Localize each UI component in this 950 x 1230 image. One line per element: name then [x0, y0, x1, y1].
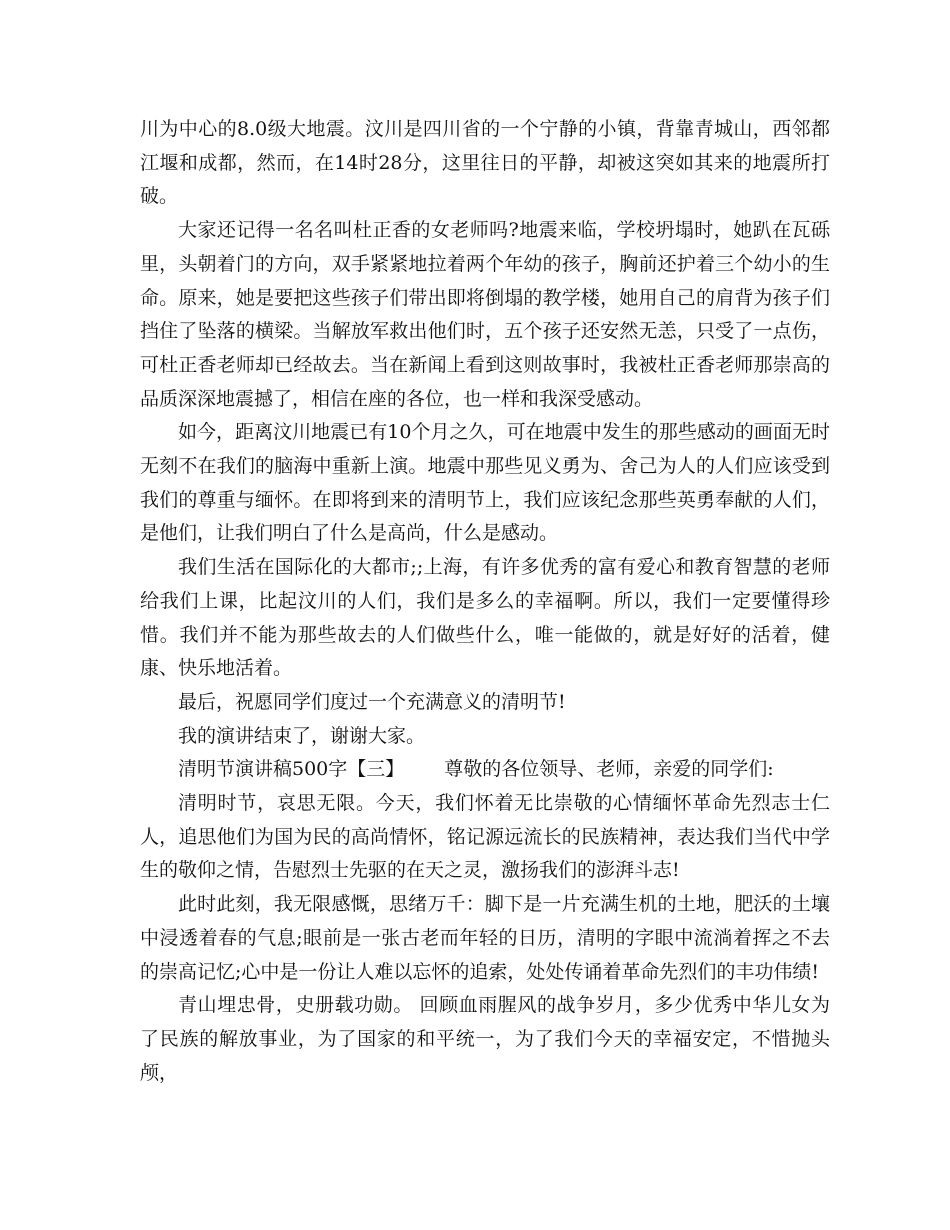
section-heading: 清明节演讲稿500字【三】	[178, 758, 405, 781]
section-heading-line	[140, 753, 830, 787]
paragraph-continuation: 川为中心的8.0级大地震。汶川是四川省的一个宁静的小镇，背靠青城山，西邻都江堰和成都，然而，在14时28分，这里往日的平静，却被这突如其来的地震所打破。	[140, 118, 830, 208]
paragraph-cherish: 我们生活在国际化的大都市;;上海，有许多优秀的富有爱心和教育智慧的老师给我们上课，比起汶川的人们，我们是多么的幸福啊。所以，我们一定要懂得珍惜。我们并不能为那些故去的人们做些什么，唯一能做的，就是好好的活着，健康、快乐地活着。	[140, 556, 830, 680]
paragraph-closing: 我的演讲结束了，谢谢大家。	[178, 724, 426, 747]
document-body	[140, 113, 830, 1090]
paragraph-qingming: 清明时节，哀思无限。今天，我们怀着无比崇敬的心情缅怀革命先烈志士仁人，追思他们为国为民的高尚情怀，铭记源远流长的民族精神，表达我们当代中学生的敬仰之情，告慰烈士先驱的在天之灵，激扬我们的澎湃斗志!	[140, 792, 830, 882]
paragraph-teacher-story: 大家还记得一名名叫杜正香的女老师吗?地震来临，学校坍塌时，她趴在瓦砾里，头朝着门的方向，双手紧紧地拉着两个年幼的孩子，胸前还护着三个幼小的生命。原来，她是要把这些孩子们带出即将倒塌的教学楼，她用自己的肩背为孩子们挡住了坠落的横梁。当解放军救出他们时，五个孩子还安然无恙，只受了一点伤，可杜正香老师却已经故去。当在新闻上看到这则故事时，我被杜正香老师那崇高的品质深深地震撼了，相信在座的各位，也一样和我深受感动。	[140, 219, 830, 410]
paragraph-martyrs: 青山埋忠骨，史册载功勋。 回顾血雨腥风的战争岁月，多少优秀中华儿女为了民族的解放事业，为了国家的和平统一，为了我们今天的幸福安定，不惜抛头颅，	[140, 994, 830, 1084]
greeting: 尊敬的各位领导、老师，亲爱的同学们:	[444, 758, 774, 781]
paragraph-reflection: 此时此刻，我无限感慨，思绪万千：脚下是一片充满生机的土地，肥沃的土壤中浸透着春的气息;眼前是一张古老而年轻的日历，清明的字眼中流淌着挥之不去的崇高记忆;心中是一份让人难以忘怀的追索，处处传诵着革命先烈们的丰功伟绩!	[140, 893, 830, 983]
paragraph-remembrance: 如今，距离汶川地震已有10个月之久，可在地震中发生的那些感动的画面无时无刻不在我们的脑海中重新上演。地震中那些见义勇为、舍己为人的人们应该受到我们的尊重与缅怀。在即将到来的清明节上，我们应该纪念那些英勇奉献的人们，是他们，让我们明白了什么是高尚，什么是感动。	[140, 421, 830, 545]
paragraph-wishes: 最后，祝愿同学们度过一个充满意义的清明节!	[178, 690, 566, 713]
